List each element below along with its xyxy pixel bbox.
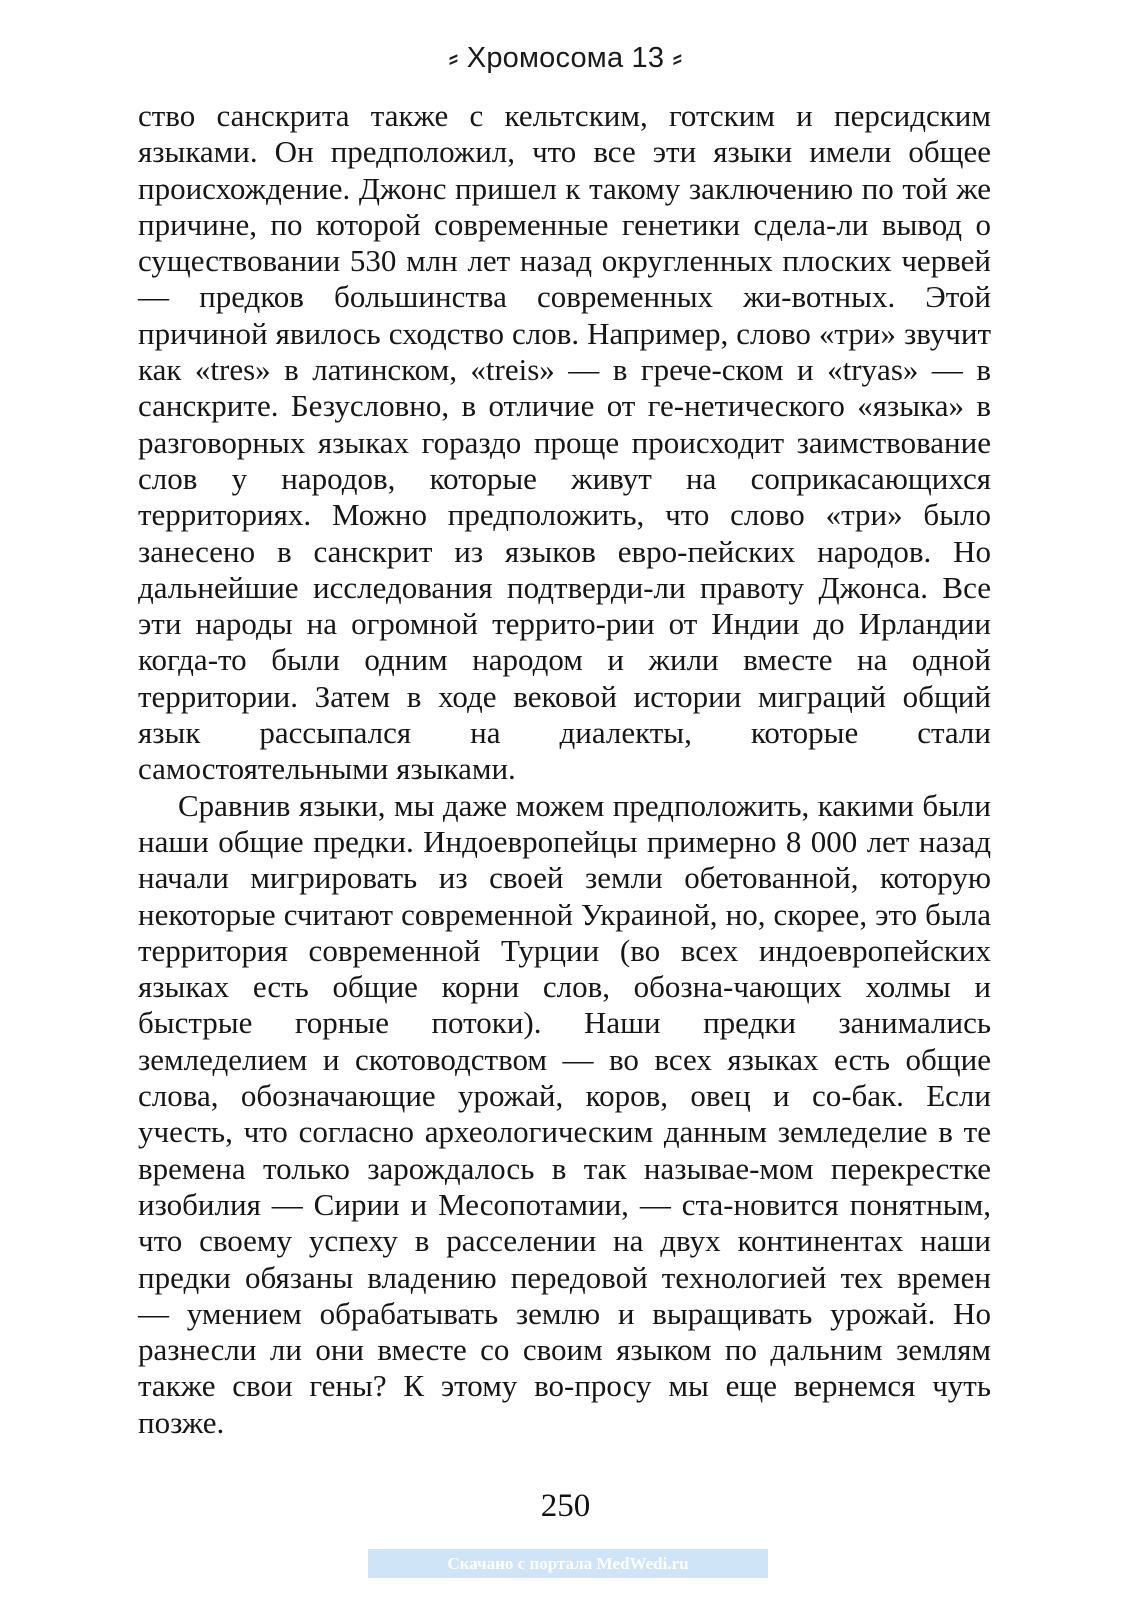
body-text bbox=[138, 98, 991, 1441]
download-watermark: Скачано с портала MedWedi.ru bbox=[368, 1549, 768, 1578]
page-number: 250 bbox=[540, 1488, 591, 1524]
paragraph: ство санскрита также с кельтским, готским и персидским языками. Он предположил, что все эти языки имели общее происхождение. Джонс пришел к такому заключению по той же причине, по которой современные генетики сдела-ли вывод о существовании 530 млн лет назад округленных плоских червей — предков большинства современных жи-вотных. Этой причиной явилось сходство слов. Например, слово «три» звучит как «tres» в латинском, «treis» — в грече-ском и «tryas» — в санскрите. Безусловно, в отличие от ге-нетического «языка» в разговорных языках гораздо проще происходит заимствование слов у народов, которые живут на соприкасающихся территориях. Можно предположить, что слово «три» было занесено в санскрит из языков евро-пейских народов. Но дальнейшие исследования подтверди-ли правоту Джонса. Все эти народы на огромной террито-рии от Индии до Ирландии когда-то были одним народом и жили вместе на одной территории. Затем в ходе вековой истории миграций общий язык рассыпался на диалекты, которые стали самостоятельными языками. bbox=[138, 98, 991, 787]
paragraph: Сравнив языки, мы даже можем предположить, какими были наши общие предки. Индоевропейцы примерно 8 000 лет назад начали мигрировать из своей земли обетованной, которую некоторые считают современной Украиной, но, скорее, это была территория современной Турции (во всех индоевропейских языках есть общие корни слов, обозна-чающих холмы и быстрые горные потоки). Наши предки занимались земледелием и скотоводством — во всех языках есть общие слова, обозначающие урожай, коров, овец и со-бак. Если учесть, что согласно археологическим данным земледелие в те времена только зарождалось в так называе-мом перекрестке изобилия — Сирии и Месопотамии, — ста-новится понятным, что своему успеху в расселении на двух континентах наши предки обязаны владению передовой технологией тех времен — умением обрабатывать землю и выращивать урожай. Но разнесли ли они вместе со своим языком по дальним землям также свои гены? К этому во-просу мы еще вернемся чуть позже. bbox=[138, 787, 991, 1440]
running-header: ⸗ Хромосома 13 ⸗ bbox=[448, 42, 683, 74]
